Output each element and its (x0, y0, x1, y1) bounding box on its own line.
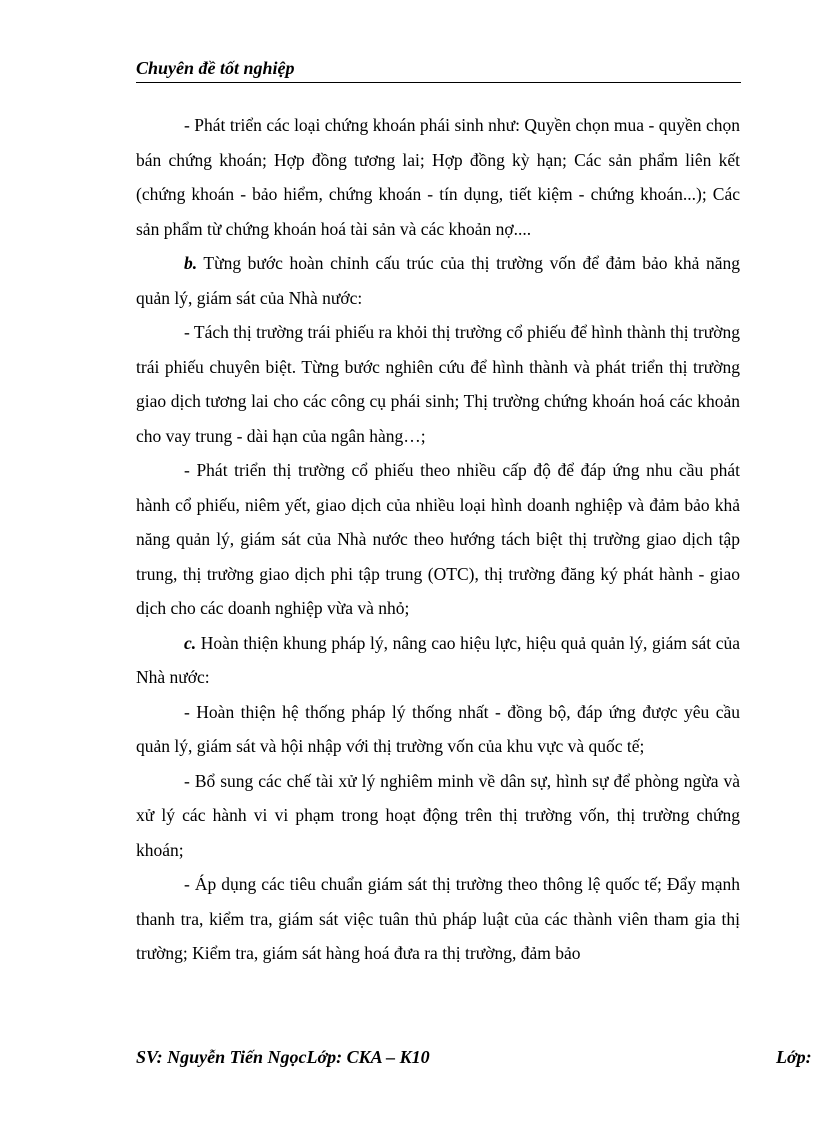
paragraph: - Áp dụng các tiêu chuẩn giám sát thị trường theo thông lệ quốc tế; Đẩy mạnh thanh tra, kiểm tra, giám sát việc tuân thủ pháp luật của các thành viên tham gia thị trường; Kiểm tra, giám sát hàng hoá đưa ra thị trường, đảm bảo (136, 874, 740, 963)
page-footer (136, 1045, 816, 1069)
paragraph: c. Hoàn thiện khung pháp lý, nâng cao hiệu lực, hiệu quả quản lý, giám sát của Nhà nước: (136, 632, 740, 687)
page-header (136, 56, 741, 83)
document-body (136, 108, 740, 971)
paragraph: - Tách thị trường trái phiếu ra khỏi thị trường cổ phiếu để hình thành thị trường trái phiếu chuyên biệt. Từng bước nghiên cứu để hình thành và phát triển thị trường giao dịch tương lai cho các công cụ phái sinh; Thị trường chứng khoán hoá các khoản cho vay trung - dài hạn của ngân hàng…; (136, 322, 740, 446)
paragraph: - Hoàn thiện hệ thống pháp lý thống nhất - đồng bộ, đáp ứng được yêu cầu quản lý, giám sát và hội nhập với thị trường vốn của khu vực và quốc tế; (136, 701, 740, 756)
footer-student: SV: Nguyễn Tiến NgọcLớp: CKA – K10 (136, 1047, 430, 1067)
paragraph: - Phát triển thị trường cổ phiếu theo nhiều cấp độ để đáp ứng nhu cầu phát hành cổ phiếu, niêm yết, giao dịch của nhiều loại hình doanh nghiệp và đảm bảo khả năng quản lý, giám sát của Nhà nước theo hướng tách biệt thị trường giao dịch tập trung, thị trường giao dịch phi tập trung (OTC), thị trường đăng ký phát hành - giao dịch cho các doanh nghiệp vừa và nhỏ; (136, 460, 740, 618)
paragraph: b. Từng bước hoàn chỉnh cấu trúc của thị trường vốn để đảm bảo khả năng quản lý, giám sát của Nhà nước: (136, 253, 740, 308)
section-marker: b. (184, 253, 198, 273)
section-marker: c. (184, 632, 197, 653)
paragraph: - Phát triển các loại chứng khoán phái sinh như: Quyền chọn mua - quyền chọn bán chứng khoán; Hợp đồng tương lai; Hợp đồng kỳ hạn; Các sản phẩm liên kết (chứng khoán - bảo hiểm, chứng khoán - tín dụng, tiết kiệm - chứng khoán...); Các sản phẩm từ chứng khoán hoá tài sản và các khoản nợ.... (136, 115, 740, 239)
paragraph: - Bổ sung các chế tài xử lý nghiêm minh về dân sự, hình sự để phòng ngừa và xử lý các hành vi vi phạm trong hoạt động trên thị trường vốn, thị trường chứng khoán; (136, 770, 740, 860)
header-title: Chuyên đề tốt nghiệp (136, 58, 295, 78)
footer-class: Lớp: (776, 1047, 812, 1067)
